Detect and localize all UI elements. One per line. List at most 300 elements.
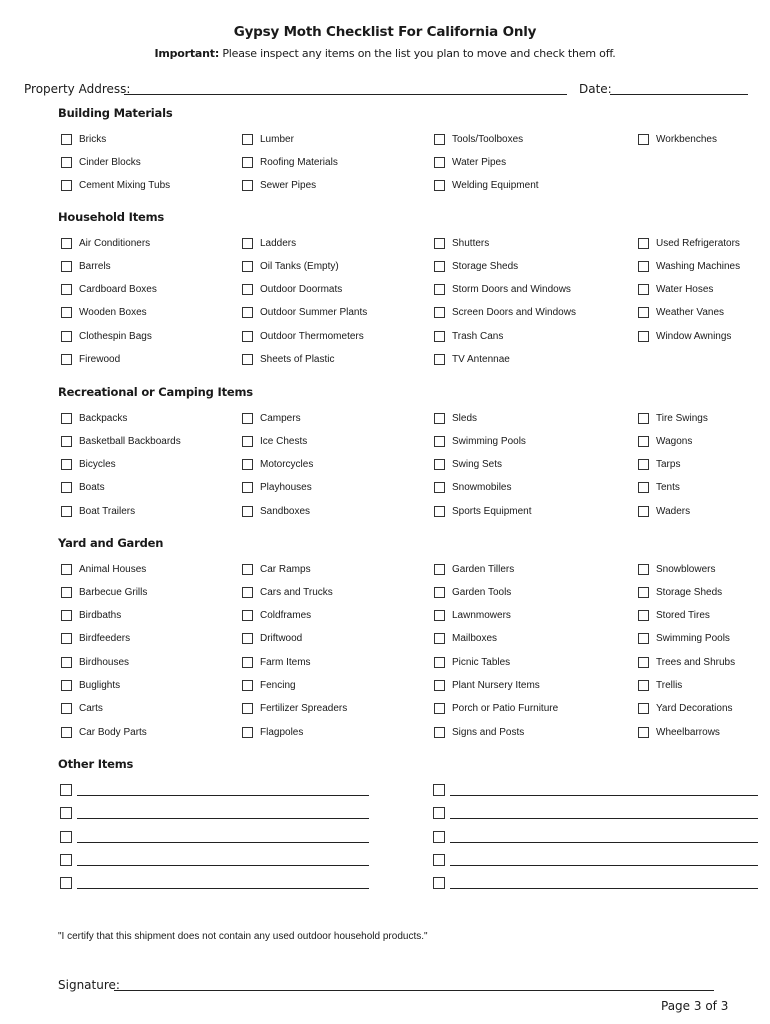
checklist-item-label: Sports Equipment — [452, 505, 532, 517]
checklist-item-label: Porch or Patio Furniture — [452, 703, 559, 715]
checkbox[interactable] — [60, 831, 72, 843]
checklist-item-label: Water Pipes — [452, 156, 507, 168]
checklist-item[interactable] — [434, 179, 539, 193]
checklist-item[interactable] — [638, 632, 730, 646]
checklist-item[interactable] — [242, 411, 301, 425]
checkbox[interactable] — [242, 284, 253, 295]
checkbox[interactable] — [434, 703, 445, 714]
other-item-row — [60, 853, 372, 867]
checklist-item[interactable] — [434, 411, 477, 425]
checkbox[interactable] — [433, 831, 445, 843]
checklist-item[interactable] — [638, 679, 682, 693]
checklist-item-label: Stored Tires — [656, 610, 710, 622]
checkbox[interactable] — [638, 436, 649, 447]
checklist-item[interactable] — [242, 609, 311, 623]
checkbox[interactable] — [638, 727, 649, 738]
other-item-field[interactable] — [450, 795, 758, 796]
checklist-item[interactable] — [434, 434, 526, 448]
checkbox[interactable] — [242, 180, 253, 191]
checkbox[interactable] — [61, 413, 72, 424]
checkbox[interactable] — [638, 657, 649, 668]
checkbox[interactable] — [61, 238, 72, 249]
checkbox[interactable] — [434, 727, 445, 738]
checkbox[interactable] — [434, 564, 445, 575]
date-label: Date: — [579, 82, 612, 96]
checklist-item-label: TV Antennae — [452, 354, 510, 365]
checklist-item[interactable] — [61, 585, 147, 599]
checkbox[interactable] — [434, 657, 445, 668]
checkbox[interactable] — [638, 261, 649, 272]
checkbox[interactable] — [242, 261, 253, 272]
checkbox[interactable] — [638, 331, 649, 342]
checkbox[interactable] — [434, 307, 445, 318]
checklist-item[interactable] — [61, 236, 150, 250]
checkbox[interactable] — [638, 134, 649, 145]
checkbox[interactable] — [433, 784, 445, 796]
section-title: Yard and Garden — [58, 536, 164, 550]
checklist-item[interactable] — [61, 259, 111, 273]
checklist-item[interactable] — [242, 179, 316, 193]
checkbox[interactable] — [61, 727, 72, 738]
checkbox[interactable] — [638, 482, 649, 493]
checklist-item-label: Fertilizer Spreaders — [260, 703, 348, 715]
other-item-row — [433, 806, 761, 820]
checkbox[interactable] — [61, 180, 72, 191]
page-number: Page 3 of 3 — [661, 999, 729, 1013]
checklist-item-label: Trellis — [656, 680, 683, 691]
checkbox[interactable] — [61, 657, 72, 668]
checklist-item[interactable] — [434, 155, 506, 169]
checklist-item[interactable] — [242, 585, 333, 599]
other-item-field[interactable] — [77, 865, 369, 866]
checklist-item-label: Washing Machines — [656, 260, 741, 272]
checkbox[interactable] — [61, 157, 72, 168]
checklist-item[interactable] — [434, 132, 523, 146]
checklist-item-label: Ice Chests — [260, 435, 308, 447]
checklist-item[interactable] — [61, 655, 129, 669]
checklist-item-label: Tents — [656, 482, 680, 494]
checklist-item-label: Screen Doors and Windows — [452, 307, 576, 319]
signature-label: Signature: — [58, 978, 120, 992]
checklist-item-label: Wooden Boxes — [79, 307, 147, 319]
checklist-item-label: Picnic Tables — [452, 656, 511, 668]
checklist-item-label: Tire Swings — [656, 412, 708, 424]
checklist-item-label: Boats — [79, 482, 105, 494]
other-item-field[interactable] — [450, 888, 758, 889]
checklist-item-label: Weather Vanes — [656, 307, 725, 319]
checkbox[interactable] — [434, 134, 445, 145]
checkbox[interactable] — [433, 877, 445, 889]
checklist-item[interactable] — [61, 458, 116, 472]
checkbox[interactable] — [434, 354, 445, 365]
checkbox[interactable] — [61, 284, 72, 295]
checklist-item-label: Bicycles — [79, 459, 116, 471]
checkbox[interactable] — [638, 506, 649, 517]
checklist-item-label: Storage Sheds — [452, 260, 519, 272]
property-address-field[interactable] — [124, 94, 567, 95]
checklist-item-label: Carts — [79, 703, 103, 715]
checkbox[interactable] — [638, 564, 649, 575]
checkbox[interactable] — [242, 680, 253, 691]
checklist-item[interactable] — [61, 679, 120, 693]
other-item-row — [433, 853, 761, 867]
checklist-item[interactable] — [242, 679, 296, 693]
checkbox[interactable] — [61, 610, 72, 621]
checklist-item-label: Yard Decorations — [656, 703, 733, 715]
checkbox[interactable] — [242, 703, 253, 714]
checklist-item[interactable] — [638, 132, 717, 146]
checklist-item-label: Barrels — [79, 260, 111, 272]
checkbox[interactable] — [434, 284, 445, 295]
checkbox[interactable] — [434, 482, 445, 493]
checklist-item-label: Wagons — [656, 435, 693, 447]
checklist-item[interactable] — [638, 283, 713, 297]
checkbox[interactable] — [61, 703, 72, 714]
checklist-item-label: Clothespin Bags — [79, 330, 152, 342]
checklist-item-label: Animal Houses — [79, 563, 147, 575]
section-title: Recreational or Camping Items — [58, 385, 253, 399]
checkbox[interactable] — [434, 633, 445, 644]
checkbox[interactable] — [638, 238, 649, 249]
checklist-item-label: Garden Tillers — [452, 563, 515, 575]
checkbox[interactable] — [61, 307, 72, 318]
checkbox[interactable] — [61, 587, 72, 598]
checkbox[interactable] — [242, 482, 253, 493]
checklist-item[interactable] — [638, 458, 680, 472]
checklist-item-label: Window Awnings — [656, 330, 732, 342]
checklist-item-label: Ladders — [260, 237, 297, 249]
checklist-item-label: Garden Tools — [452, 586, 512, 598]
checklist-item[interactable] — [434, 632, 497, 646]
checklist-item[interactable] — [61, 434, 181, 448]
checkbox[interactable] — [242, 564, 253, 575]
checklist-item[interactable] — [242, 655, 311, 669]
other-item-field[interactable] — [450, 865, 758, 866]
important-label: Important: — [154, 47, 220, 60]
checklist-item-label: Cardboard Boxes — [79, 284, 157, 296]
section-title-other-items: Other Items — [58, 757, 134, 771]
checklist-item[interactable] — [242, 632, 302, 646]
checkbox[interactable] — [242, 436, 253, 447]
checklist-item-label: Motorcycles — [260, 459, 314, 471]
checklist-item[interactable] — [638, 585, 722, 599]
checklist-item-label: Outdoor Thermometers — [260, 330, 364, 342]
checkbox[interactable] — [434, 436, 445, 447]
checklist-item[interactable] — [638, 434, 692, 448]
checklist-item-label: Mailboxes — [452, 633, 498, 645]
checklist-item[interactable] — [61, 702, 103, 716]
checklist-item-label: Waders — [656, 505, 691, 517]
checklist-item-label: Basketball Backboards — [79, 435, 181, 447]
checkbox[interactable] — [242, 506, 253, 517]
property-address-label: Property Address: — [24, 82, 131, 96]
checklist-item[interactable] — [61, 411, 127, 425]
checkbox[interactable] — [60, 807, 72, 819]
checklist-item[interactable] — [638, 306, 724, 320]
checklist-item[interactable] — [242, 306, 367, 320]
checkbox[interactable] — [61, 633, 72, 644]
checkbox[interactable] — [638, 633, 649, 644]
checklist-item[interactable] — [242, 353, 334, 367]
checkbox[interactable] — [60, 854, 72, 866]
checklist-item-label: Snowblowers — [656, 563, 716, 575]
checklist-item[interactable] — [242, 702, 347, 716]
checkbox[interactable] — [433, 854, 445, 866]
other-item-row — [433, 783, 761, 797]
section-title: Building Materials — [58, 106, 173, 120]
checkbox[interactable] — [434, 459, 445, 470]
checklist-item-label: Car Ramps — [260, 563, 311, 575]
checklist-item[interactable] — [242, 155, 338, 169]
checklist-item-label: Barbecue Grills — [79, 586, 148, 598]
checklist-item-label: Sandboxes — [260, 505, 311, 517]
checklist-item-label: Lawnmowers — [452, 610, 511, 622]
checklist-item[interactable] — [242, 259, 339, 273]
checklist-item-label: Boat Trailers — [79, 505, 136, 517]
checkbox[interactable] — [242, 657, 253, 668]
checkbox[interactable] — [638, 703, 649, 714]
checklist-item-label: Cars and Trucks — [260, 586, 333, 598]
checklist-item[interactable] — [638, 504, 690, 518]
other-item-row — [60, 876, 372, 890]
checkbox[interactable] — [242, 134, 253, 145]
checklist-item-label: Playhouses — [260, 482, 312, 494]
checklist-item-label: Snowmobiles — [452, 482, 512, 494]
checklist-item[interactable] — [434, 458, 502, 472]
checklist-item-label: Storage Sheds — [656, 586, 723, 598]
checklist-item-label: Shutters — [452, 237, 490, 249]
checklist-item[interactable] — [242, 236, 296, 250]
other-item-field[interactable] — [450, 818, 758, 819]
other-item-row — [60, 830, 372, 844]
checklist-item-label: Lumber — [260, 133, 294, 145]
checkbox[interactable] — [242, 157, 253, 168]
checklist-item-label: Water Hoses — [656, 284, 714, 296]
checkbox[interactable] — [61, 436, 72, 447]
checkbox[interactable] — [242, 307, 253, 318]
checklist-item-label: Bricks — [79, 133, 107, 145]
checklist-item[interactable] — [638, 655, 735, 669]
other-item-row — [60, 806, 372, 820]
checklist-item[interactable] — [61, 306, 147, 320]
checklist-item[interactable] — [434, 702, 558, 716]
checkbox[interactable] — [61, 354, 72, 365]
checklist-item[interactable] — [61, 353, 120, 367]
checkbox[interactable] — [434, 587, 445, 598]
checkbox[interactable] — [61, 680, 72, 691]
checklist-item[interactable] — [638, 259, 740, 273]
checklist-item-label: Plant Nursery Items — [452, 680, 540, 691]
checklist-item-label: Swimming Pools — [452, 435, 526, 447]
checklist-item-label: Air Conditioners — [79, 237, 151, 249]
checklist-item-label: Birdhouses — [79, 656, 130, 668]
checkbox[interactable] — [242, 238, 253, 249]
section-title: Household Items — [58, 210, 165, 224]
checklist-item-label: Oil Tanks (Empty) — [260, 260, 339, 272]
checklist-item-label: Workbenches — [656, 133, 717, 145]
checklist-item-label: Trees and Shrubs — [656, 656, 736, 668]
checklist-item[interactable] — [434, 679, 540, 693]
checkbox[interactable] — [434, 180, 445, 191]
checklist-item-label: Cinder Blocks — [79, 156, 141, 168]
checkbox[interactable] — [61, 331, 72, 342]
checkbox[interactable] — [242, 354, 253, 365]
page-title: Gypsy Moth Checklist For California Only — [233, 24, 537, 40]
signature-field[interactable] — [114, 990, 714, 991]
checklist-item-label: Sewer Pipes — [260, 180, 317, 192]
other-item-row — [433, 876, 761, 890]
checkbox[interactable] — [638, 307, 649, 318]
checklist-item[interactable] — [638, 236, 740, 250]
checklist-item-label: Firewood — [79, 354, 121, 365]
checklist-item[interactable] — [434, 504, 532, 518]
checkbox[interactable] — [242, 727, 253, 738]
other-item-field[interactable] — [77, 888, 369, 889]
date-field[interactable] — [610, 94, 748, 95]
checklist-item-label: Outdoor Summer Plants — [260, 307, 368, 319]
checklist-item[interactable] — [434, 306, 576, 320]
checklist-item-label: Flagpoles — [260, 726, 304, 738]
checklist-item[interactable] — [434, 562, 514, 576]
checklist-item[interactable] — [61, 725, 147, 739]
checklist-item[interactable] — [242, 329, 364, 343]
checklist-item-label: Storm Doors and Windows — [452, 284, 571, 296]
checklist-item[interactable] — [638, 609, 710, 623]
checklist-item-label: Tarps — [656, 459, 681, 471]
checklist-item[interactable] — [242, 562, 311, 576]
checklist-item[interactable] — [434, 609, 511, 623]
checklist-item[interactable] — [242, 481, 312, 495]
checklist-item[interactable] — [638, 725, 720, 739]
checkbox[interactable] — [61, 134, 72, 145]
checklist-item[interactable] — [61, 179, 170, 193]
checklist-item[interactable] — [434, 329, 503, 343]
checklist-item-label: Farm Items — [260, 656, 311, 668]
checkbox[interactable] — [60, 784, 72, 796]
checklist-item[interactable] — [242, 283, 342, 297]
checkbox[interactable] — [433, 807, 445, 819]
checklist-item-label: Birdfeeders — [79, 633, 131, 645]
checklist-item[interactable] — [61, 132, 106, 146]
checklist-item-label: Backpacks — [79, 412, 128, 424]
checklist-item-label: Swimming Pools — [656, 633, 730, 645]
checkbox[interactable] — [638, 413, 649, 424]
checkbox[interactable] — [242, 610, 253, 621]
checkbox[interactable] — [434, 238, 445, 249]
checkbox[interactable] — [638, 587, 649, 598]
checklist-item-label: Cement Mixing Tubs — [79, 180, 171, 192]
checklist-item[interactable] — [242, 132, 294, 146]
checkbox[interactable] — [61, 482, 72, 493]
checklist-item[interactable] — [242, 504, 310, 518]
checklist-item[interactable] — [434, 236, 489, 250]
checklist-item[interactable] — [638, 411, 708, 425]
checklist-item[interactable] — [61, 504, 135, 518]
checklist-item-label: Buglights — [79, 680, 121, 691]
checklist-item[interactable] — [434, 655, 510, 669]
checkbox[interactable] — [434, 506, 445, 517]
checklist-item-label: Trash Cans — [452, 330, 504, 342]
other-item-field[interactable] — [450, 842, 758, 843]
checkbox[interactable] — [434, 610, 445, 621]
checklist-item[interactable] — [434, 725, 524, 739]
checkbox[interactable] — [242, 633, 253, 644]
checklist-item[interactable] — [434, 259, 518, 273]
checklist-item-label: Coldframes — [260, 610, 312, 622]
checklist-item[interactable] — [242, 725, 303, 739]
checklist-item-label: Used Refrigerators — [656, 237, 740, 249]
checkbox[interactable] — [434, 261, 445, 272]
checklist-item-label: Roofing Materials — [260, 156, 338, 168]
checklist-item[interactable] — [434, 353, 510, 367]
checklist-item[interactable] — [242, 434, 307, 448]
other-item-row — [433, 830, 761, 844]
checklist-item-label: Outdoor Doormats — [260, 284, 343, 296]
checklist-item-label: Signs and Posts — [452, 726, 525, 738]
checklist-item[interactable] — [61, 609, 121, 623]
checkbox[interactable] — [638, 459, 649, 470]
checklist-item[interactable] — [61, 329, 152, 343]
other-item-field[interactable] — [77, 842, 369, 843]
checklist-item[interactable] — [61, 481, 105, 495]
checkbox[interactable] — [434, 331, 445, 342]
checklist-item-label: Sheets of Plastic — [260, 354, 335, 365]
checklist-item[interactable] — [61, 283, 157, 297]
checklist-item-label: Birdbaths — [79, 610, 122, 622]
other-item-field[interactable] — [77, 795, 369, 796]
checklist-item-label: Driftwood — [260, 633, 303, 645]
checkbox[interactable] — [61, 261, 72, 272]
checkbox[interactable] — [638, 284, 649, 295]
checklist-item[interactable] — [638, 329, 731, 343]
checkbox[interactable] — [638, 610, 649, 621]
checkbox[interactable] — [434, 413, 445, 424]
other-item-field[interactable] — [77, 818, 369, 819]
checkbox[interactable] — [242, 459, 253, 470]
checkbox[interactable] — [434, 157, 445, 168]
checklist-item[interactable] — [61, 632, 130, 646]
certification-statement: "I certify that this shipment does not contain any used outdoor household products." — [58, 931, 428, 942]
checklist-item[interactable] — [61, 562, 146, 576]
checklist-item[interactable] — [434, 481, 511, 495]
checkbox[interactable] — [61, 459, 72, 470]
checklist-item-label: Swing Sets — [452, 459, 503, 471]
page-subtitle — [0, 47, 770, 60]
checklist-item[interactable] — [61, 155, 141, 169]
checklist-item[interactable] — [638, 562, 715, 576]
checklist-item-label: Wheelbarrows — [656, 726, 720, 738]
checkbox[interactable] — [242, 331, 253, 342]
checklist-item-label: Car Body Parts — [79, 726, 147, 738]
checkbox[interactable] — [242, 587, 253, 598]
checklist-item[interactable] — [242, 458, 313, 472]
important-text: Please inspect any items on the list you plan to move and check them off. — [219, 47, 616, 60]
checkbox[interactable] — [638, 680, 649, 691]
checklist-item[interactable] — [638, 481, 680, 495]
checkbox[interactable] — [242, 413, 253, 424]
checklist-item-label: Campers — [260, 412, 301, 424]
checklist-item[interactable] — [638, 702, 733, 716]
checkbox[interactable] — [434, 680, 445, 691]
checkbox[interactable] — [61, 564, 72, 575]
checklist-item-label: Sleds — [452, 412, 478, 424]
checklist-item-label: Welding Equipment — [452, 180, 539, 192]
checklist-item-label: Fencing — [260, 680, 296, 691]
checklist-item[interactable] — [434, 585, 511, 599]
checkbox[interactable] — [60, 877, 72, 889]
checkbox[interactable] — [61, 506, 72, 517]
checklist-item[interactable] — [434, 283, 571, 297]
